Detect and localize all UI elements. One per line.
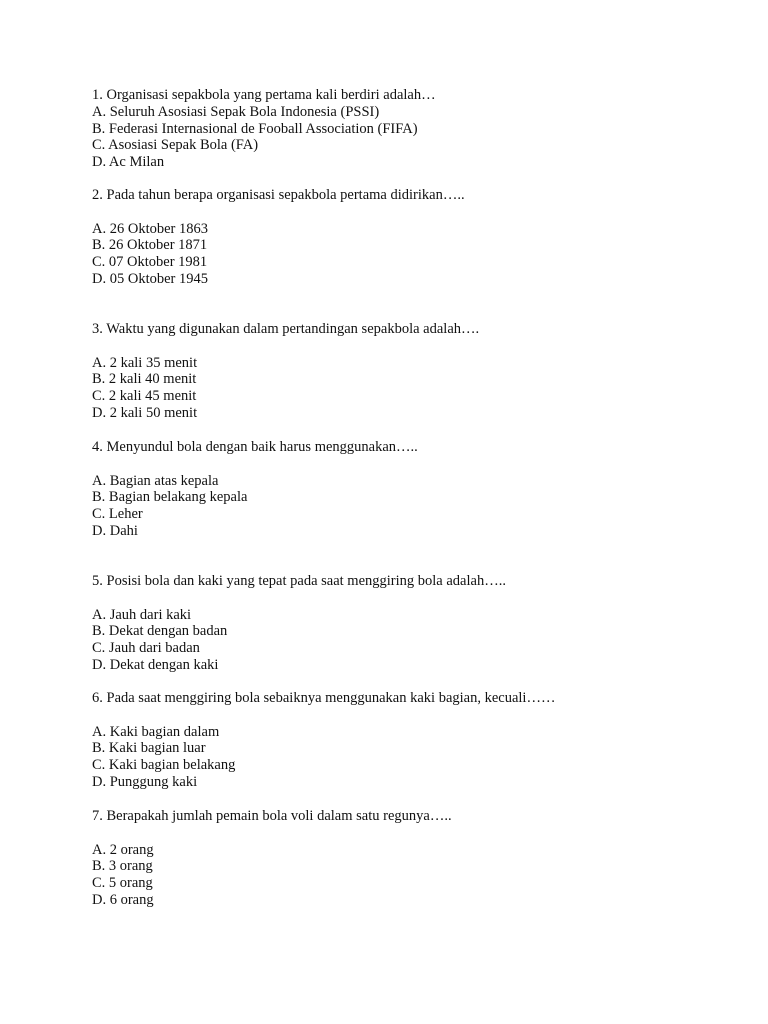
option-b: B. Kaki bagian luar [92, 740, 206, 757]
question-text: 3. Waktu yang digunakan dalam pertandingan sepakbola adalah…. [92, 321, 480, 337]
option-d: D. Dahi [92, 522, 138, 539]
option-b: B. Dekat dengan badan [92, 623, 228, 640]
option-c: C. 5 orang [92, 875, 153, 892]
option-d: D. 6 orang [92, 891, 154, 908]
option-c: C. Kaki bagian belakang [92, 757, 236, 774]
option-d: D. 2 kali 50 menit [92, 404, 198, 421]
option-d: D. Punggung kaki [92, 773, 198, 790]
question-1 [92, 87, 712, 171]
question-text: 2. Pada tahun berapa organisasi sepakbola pertama didirikan….. [92, 187, 465, 203]
question-text: 5. Posisi bola dan kaki yang tepat pada saat menggiring bola adalah….. [92, 573, 506, 589]
option-a: A. 2 kali 35 menit [92, 354, 198, 371]
option-b: B. Bagian belakang kepala [92, 489, 248, 506]
option-a: A. Kaki bagian dalam [92, 723, 220, 740]
option-b: B. 3 orang [92, 858, 153, 875]
option-b: B. Federasi Internasional de Fooball Association (FIFA) [92, 120, 418, 137]
question-4 [92, 439, 712, 540]
option-c: C. Asosiasi Sepak Bola (FA) [92, 137, 259, 154]
option-a: A. 26 Oktober 1863 [92, 220, 208, 237]
option-a: A. Seluruh Asosiasi Sepak Bola Indonesia (PSSI) [92, 103, 380, 120]
question-text: 1. Organisasi sepakbola yang pertama kali berdiri adalah… [92, 87, 436, 103]
option-d: D. Ac Milan [92, 154, 165, 171]
question-6 [92, 690, 712, 791]
question-text: 4. Menyundul bola dengan baik harus menggunakan….. [92, 439, 418, 455]
option-a: A. Bagian atas kepala [92, 472, 219, 489]
option-c: C. 07 Oktober 1981 [92, 254, 208, 271]
question-text: 7. Berapakah jumlah pemain bola voli dalam satu regunya….. [92, 808, 452, 824]
question-3 [92, 321, 712, 422]
option-c: C. Leher [92, 506, 143, 523]
option-d: D. Dekat dengan kaki [92, 656, 219, 673]
option-d: D. 05 Oktober 1945 [92, 270, 208, 287]
question-7 [92, 808, 712, 909]
option-a: A. Jauh dari kaki [92, 606, 192, 623]
option-a: A. 2 orang [92, 841, 154, 858]
option-b: B. 26 Oktober 1871 [92, 237, 208, 254]
option-b: B. 2 kali 40 menit [92, 371, 197, 388]
question-5 [92, 573, 712, 674]
question-2 [92, 187, 712, 288]
option-c: C. 2 kali 45 menit [92, 388, 197, 405]
option-c: C. Jauh dari badan [92, 640, 200, 657]
question-text: 6. Pada saat menggiring bola sebaiknya menggunakan kaki bagian, kecuali…… [92, 690, 556, 706]
